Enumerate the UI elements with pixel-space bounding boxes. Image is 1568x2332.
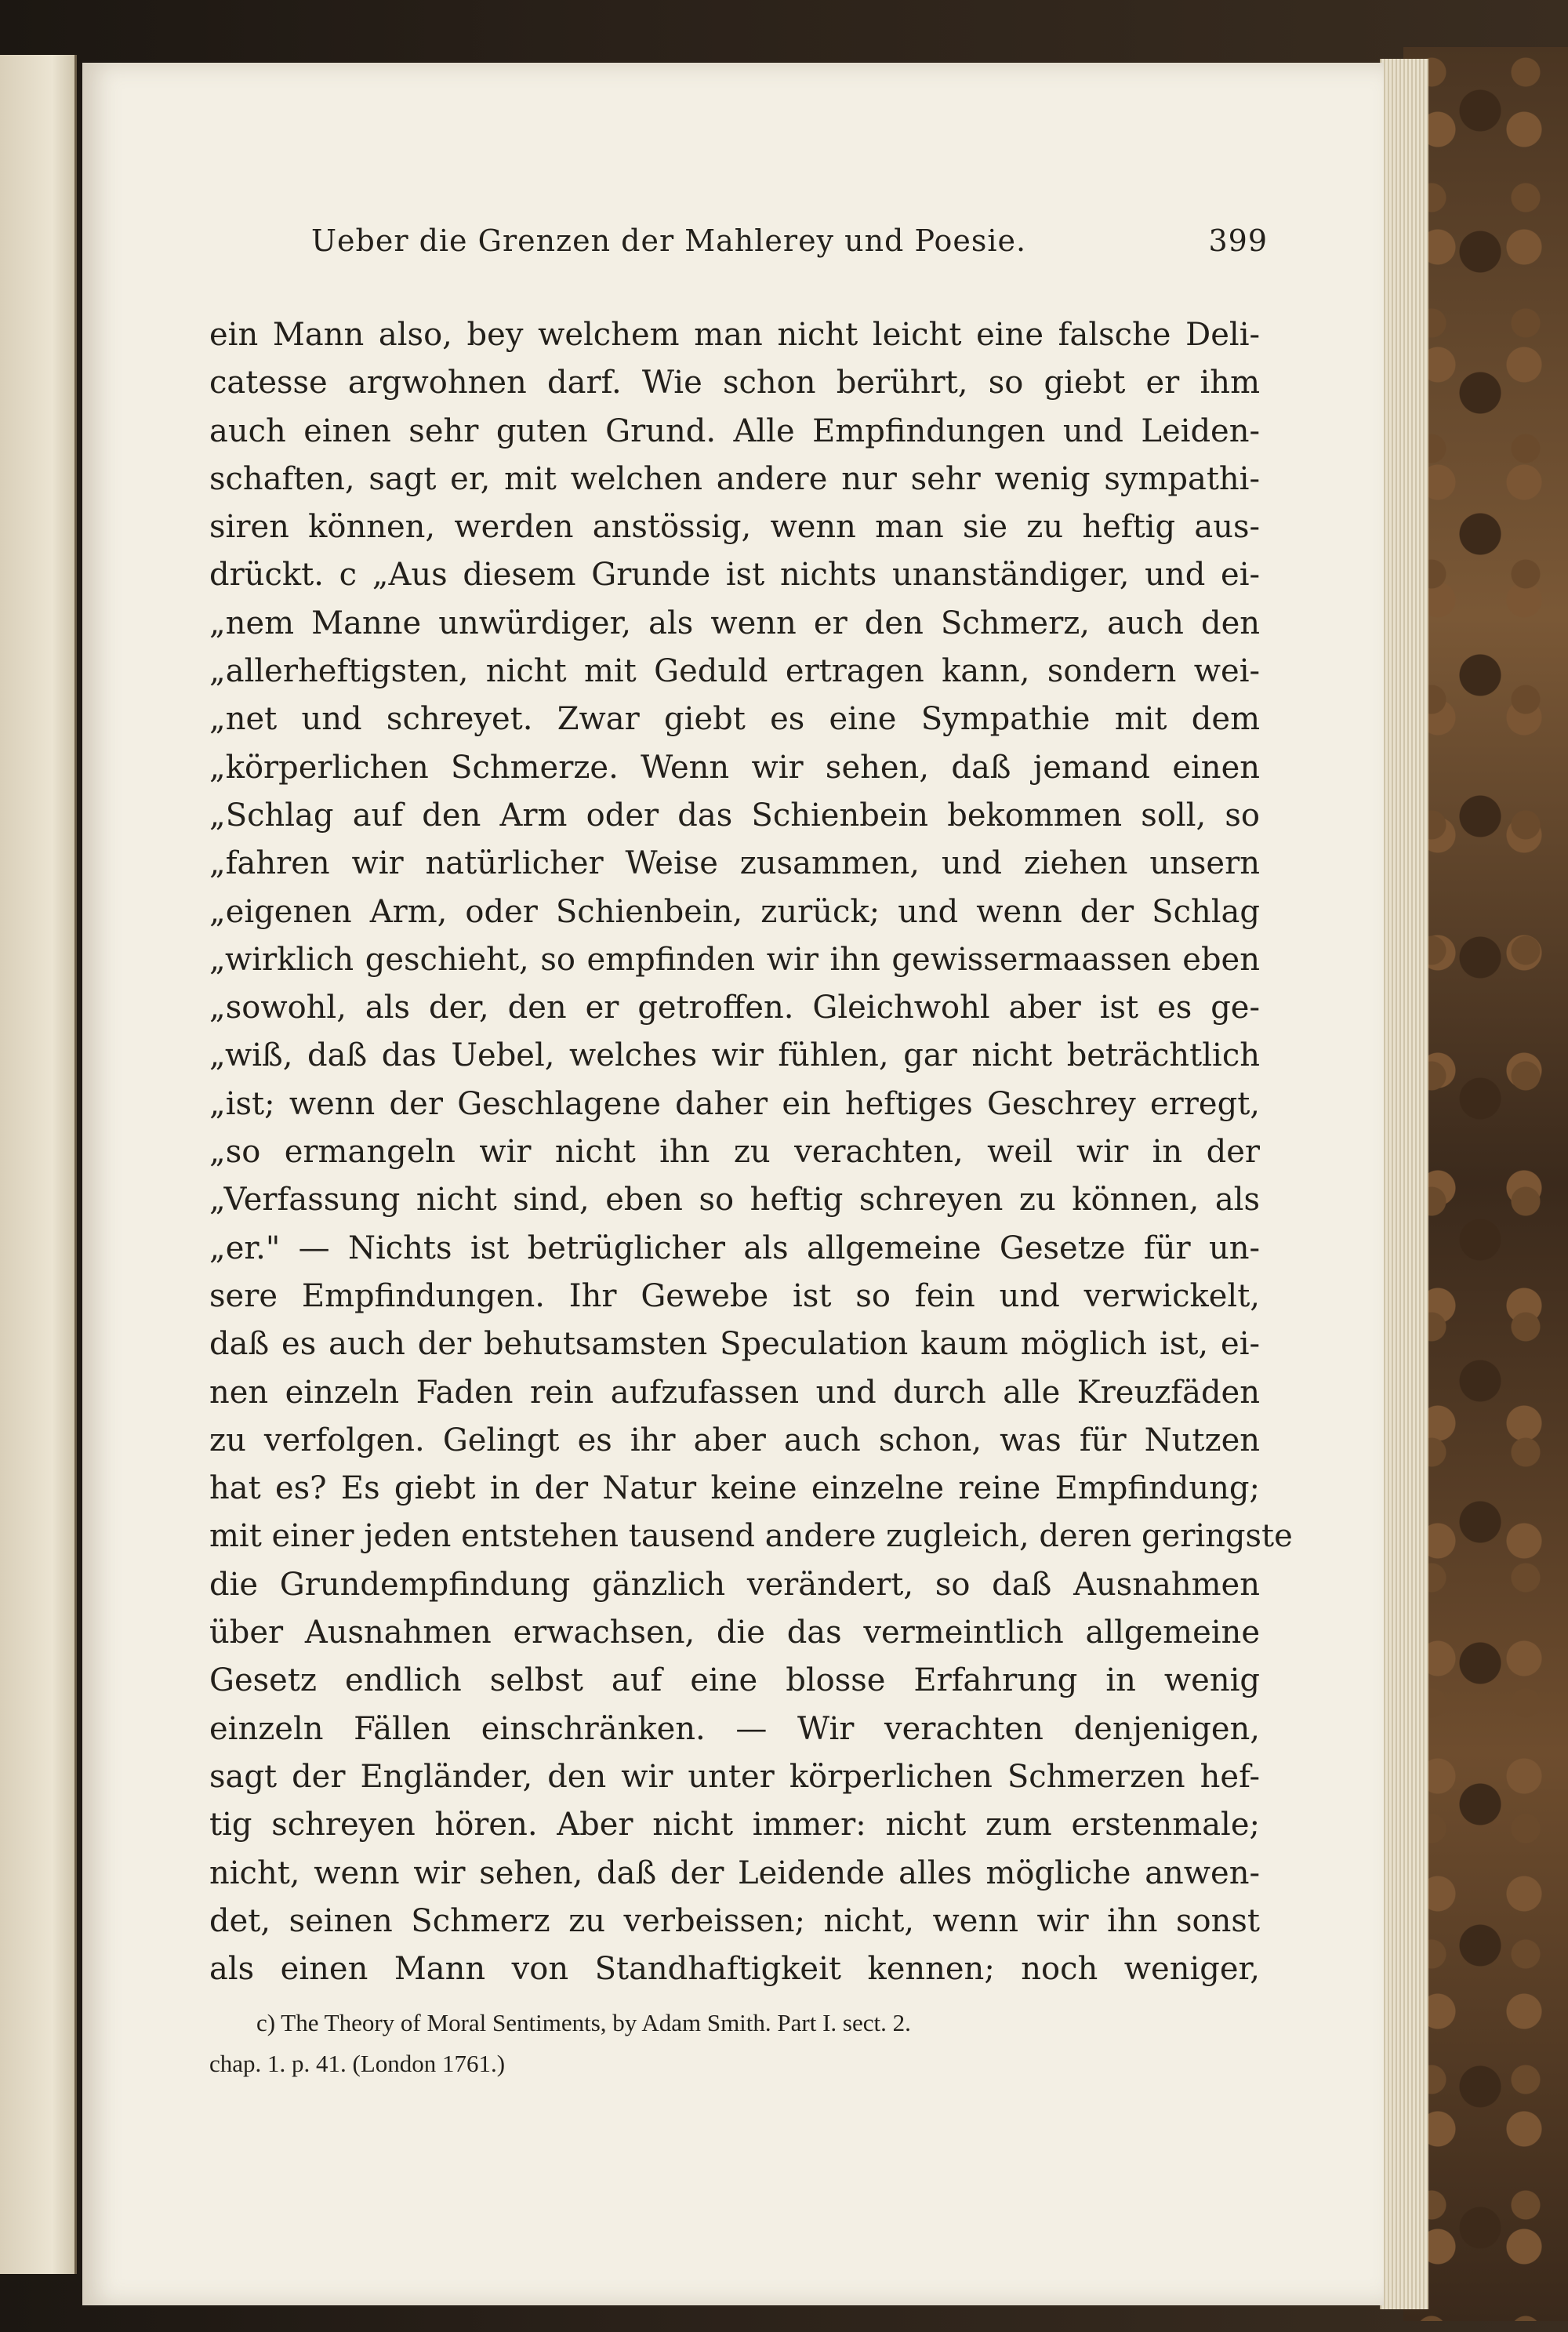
text-line: mit einer jeden entstehen tausend andere zugleich, deren geringste — [209, 1518, 1293, 1555]
text-line: „sowohl, als der, den er getroffen. Gleichwohl aber ist es ge- — [209, 990, 1260, 1026]
text-line: Gesetz endlich selbst auf eine blosse Erfahrung in wenig — [209, 1662, 1260, 1699]
text-line: sere Empfindungen. Ihr Gewebe ist so fein und verwickelt, — [209, 1277, 1260, 1314]
text-line: „net und schreyet. Zwar giebt es eine Sympathie mit dem — [209, 701, 1260, 738]
text-line: „wirklich geschieht, so empfinden wir ihn gewissermaassen eben — [209, 941, 1260, 978]
text-line: einzeln Fällen einschränken. — Wir verachten denjenigen, — [209, 1710, 1260, 1747]
text-line: die Grundempfindung gänzlich verändert, so daß Ausnahmen — [209, 1566, 1260, 1603]
text-line: „Schlag auf den Arm oder das Schienbein bekommen soll, so — [209, 797, 1260, 834]
text-line: det, seinen Schmerz zu verbeissen; nicht, wenn wir ihn sonst — [209, 1902, 1260, 1939]
text-line: über Ausnahmen erwachsen, die das vermeintlich allgemeine — [209, 1615, 1260, 1651]
running-header — [209, 223, 1268, 271]
text-line: hat es? Es giebt in der Natur keine einzelne reine Empfindung; — [209, 1470, 1260, 1507]
text-line: zu verfolgen. Gelingt es ihr aber auch schon, was für Nutzen — [209, 1422, 1260, 1458]
text-line: catesse argwohnen darf. Wie schon berührt, so giebt er ihm — [209, 365, 1260, 401]
text-line: tig schreyen hören. Aber nicht immer: nicht zum erstenmale; — [209, 1807, 1260, 1843]
page-number: 399 — [1208, 223, 1268, 258]
text-line: nen einzeln Faden rein aufzufassen und durch alle Kreuzfäden — [209, 1374, 1260, 1411]
text-line: „Verfassung nicht sind, eben so heftig schreyen zu können, als — [209, 1182, 1260, 1219]
text-line: nicht, wenn wir sehen, daß der Leidende alles mögliche anwen- — [209, 1854, 1260, 1891]
text-line: „körperlichen Schmerze. Wenn wir sehen, daß jemand einen — [209, 749, 1260, 786]
text-line: „ist; wenn der Geschlagene daher ein heftiges Geschrey erregt, — [209, 1085, 1260, 1122]
text-line: „er." — Nichts ist betrüglicher als allgemeine Gesetze für un- — [209, 1230, 1260, 1266]
running-title: Ueber die Grenzen der Mahlerey und Poesie. — [311, 223, 1027, 258]
text-line: „fahren wir natürlicher Weise zusammen, und ziehen unsern — [209, 845, 1260, 882]
text-line: siren können, werden anstössig, wenn man sie zu heftig aus- — [209, 509, 1260, 546]
body-text — [209, 311, 1293, 1993]
footnote-line: chap. 1. p. 41. (London 1761.) — [209, 2050, 506, 2078]
text-block — [209, 223, 1293, 2084]
text-line: sagt der Engländer, den wir unter körperlichen Schmerzen hef- — [209, 1758, 1260, 1795]
text-line: schaften, sagt er, mit welchen andere nur sehr wenig sympathi- — [209, 460, 1260, 497]
text-line: „wiß, daß das Uebel, welches wir fühlen, gar nicht beträchtlich — [209, 1037, 1260, 1074]
text-line: „allerheftigsten, nicht mit Geduld ertragen kann, sondern wei- — [209, 653, 1260, 690]
text-line: ein Mann also, bey welchem man nicht leicht eine falsche Deli- — [209, 317, 1260, 353]
text-line: daß es auch der behutsamsten Speculation kaum möglich ist, ei- — [209, 1326, 1260, 1363]
footnote-line: c) The Theory of Moral Sentiments, by Adam Smith. Part I. sect. 2. — [256, 2009, 911, 2037]
page-edges — [1380, 59, 1428, 2309]
text-line: „eigenen Arm, oder Schienbein, zurück; und wenn der Schlag — [209, 893, 1260, 930]
book-page — [82, 63, 1384, 2305]
text-line: als einen Mann von Standhaftigkeit kennen; noch weniger, — [209, 1951, 1260, 1988]
text-line: „so ermangeln wir nicht ihn zu verachten, weil wir in der — [209, 1134, 1260, 1171]
footnote — [209, 2003, 1260, 2084]
text-line: drückt. c „Aus diesem Grunde ist nichts unanständiger, und ei- — [209, 557, 1260, 594]
previous-page-edge — [0, 55, 77, 2274]
text-line: auch einen sehr guten Grund. Alle Empfindungen und Leiden- — [209, 412, 1260, 449]
text-line: „nem Manne unwürdiger, als wenn er den Schmerz, auch den — [209, 605, 1260, 641]
